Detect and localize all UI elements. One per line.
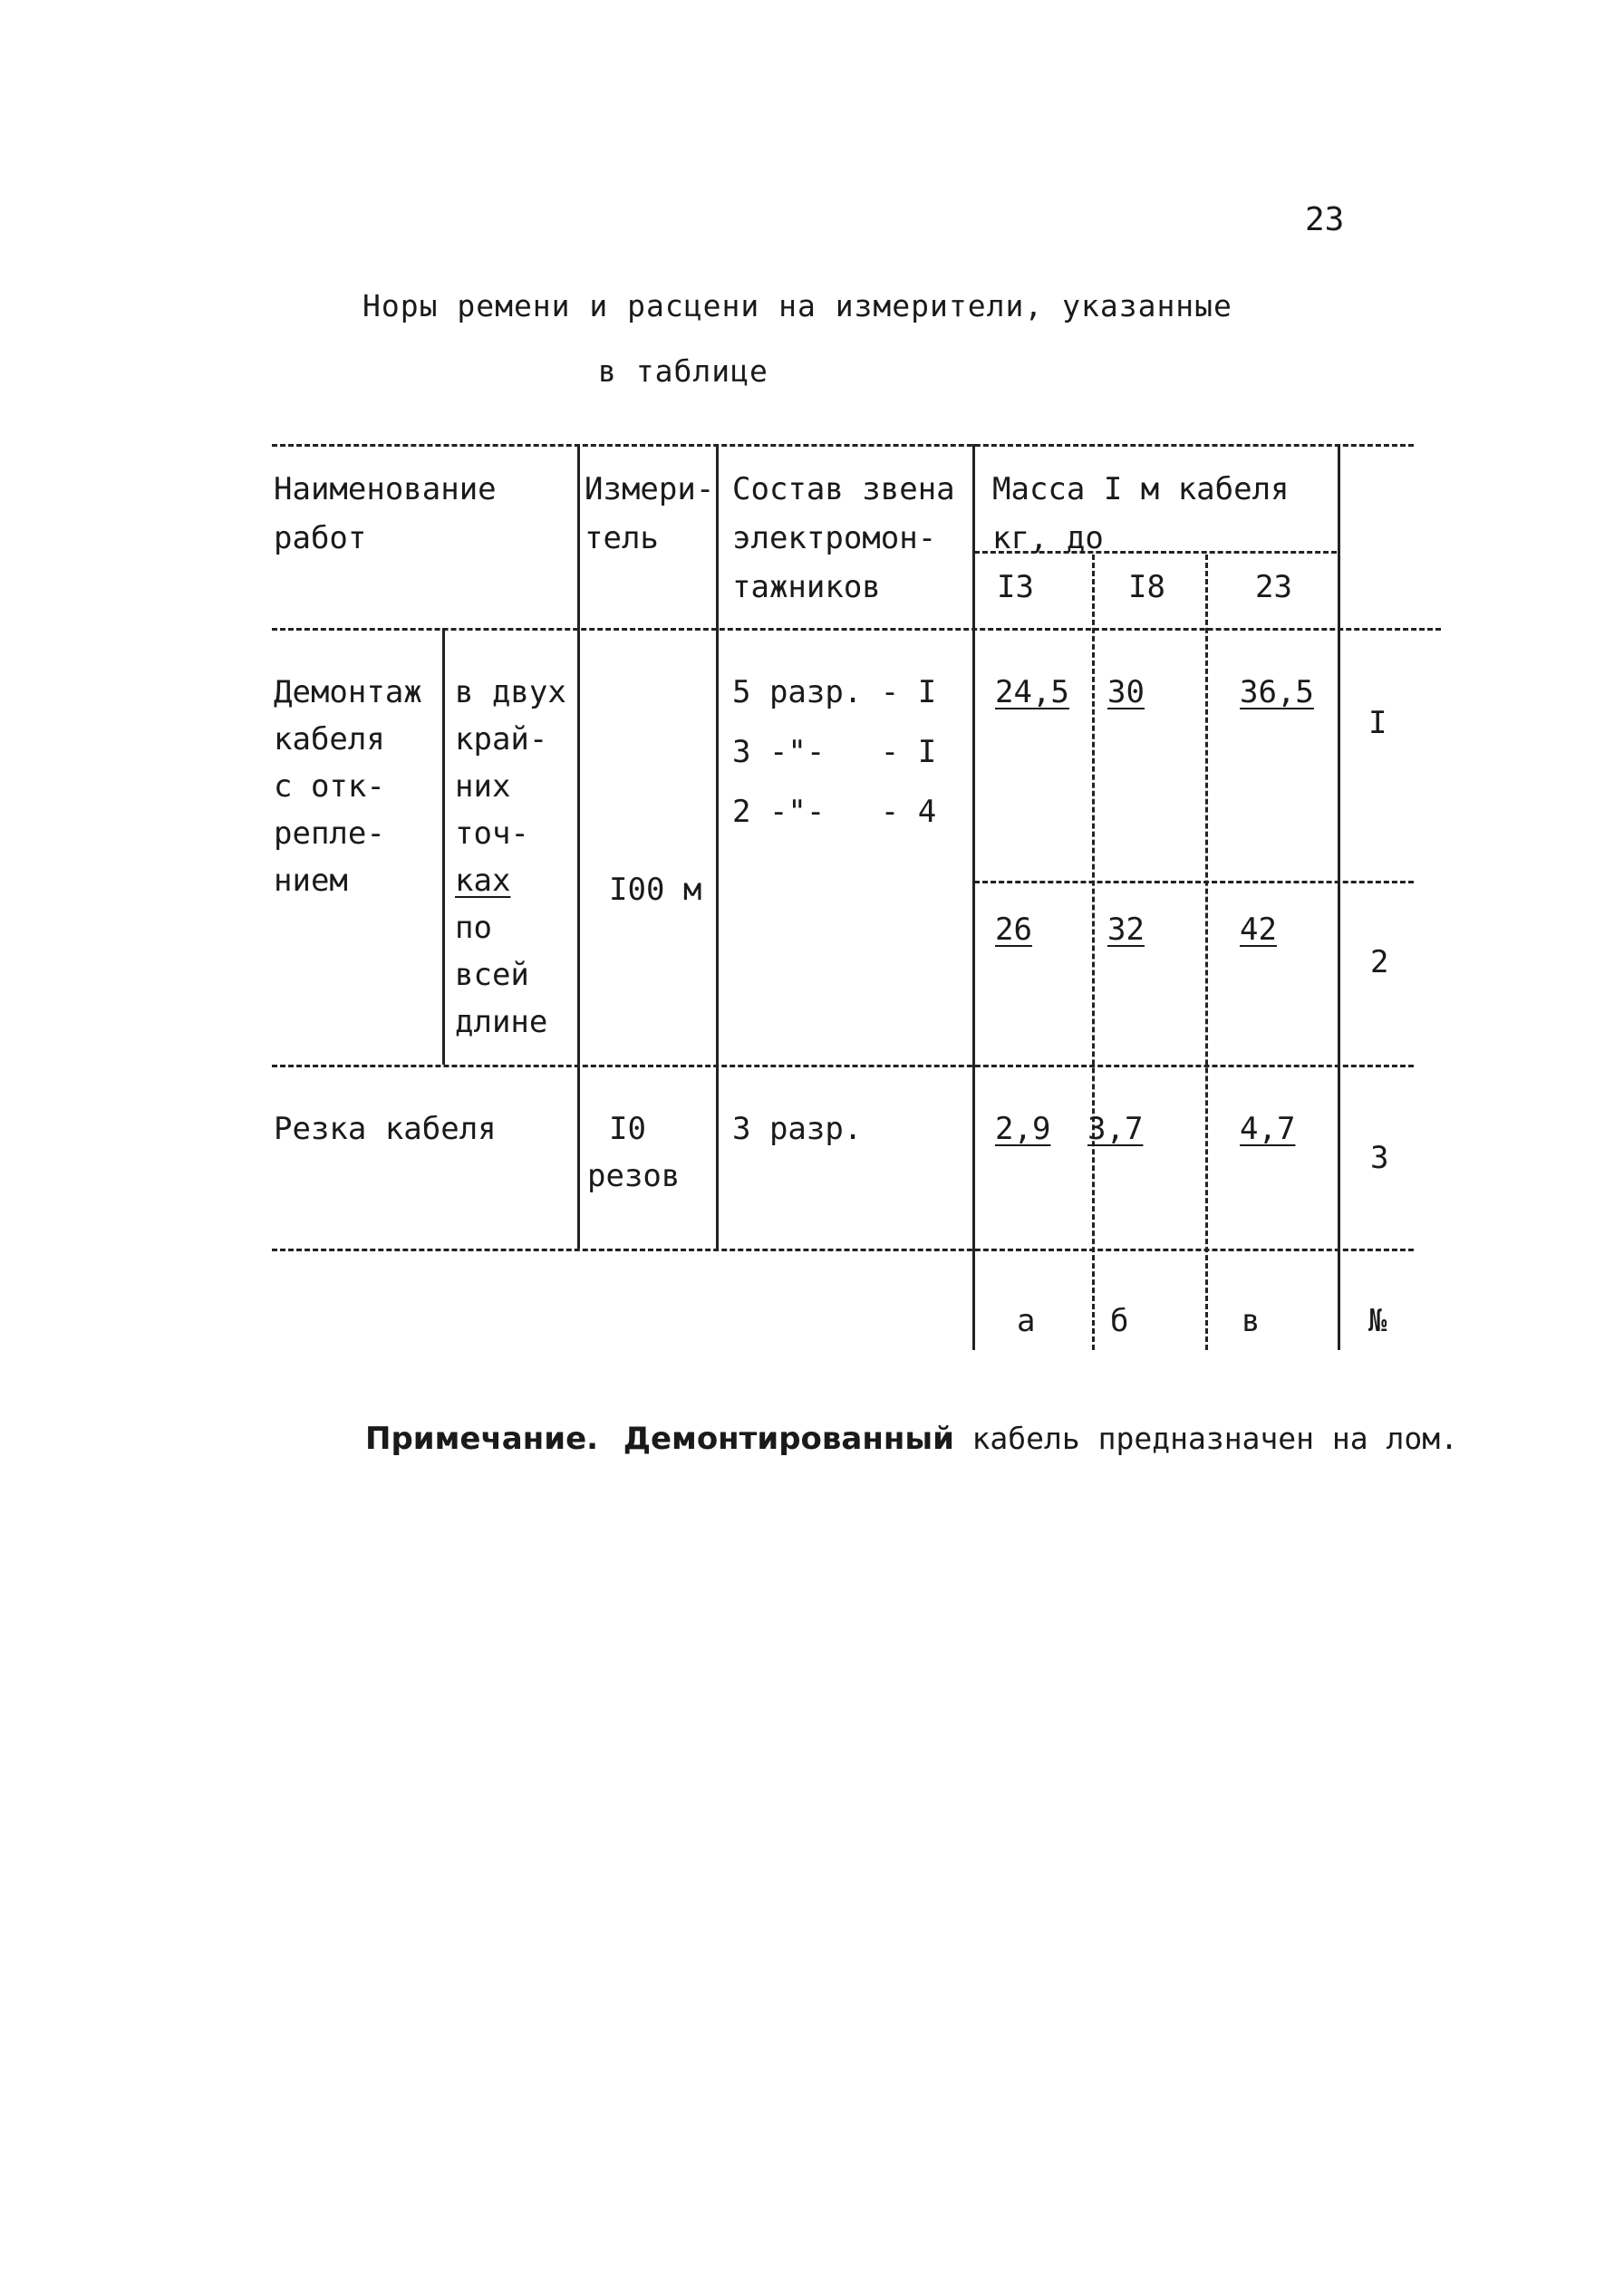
row1-variant1-line-3: них [455, 768, 511, 805]
row1-variant1-line-5: ках [455, 863, 511, 899]
col-divider-mass-23 [1205, 555, 1208, 1350]
note-bold-word: Демонтированный [623, 1421, 954, 1457]
row2-name: Резка кабеля [274, 1111, 497, 1147]
page-number: 23 [1305, 201, 1345, 238]
footer-letter-a: а [1017, 1303, 1036, 1339]
header-work-name-2: работ [274, 520, 367, 556]
header-work-name-1: Наименование [274, 471, 497, 507]
row2-row-number: 3 [1370, 1140, 1389, 1176]
row1-variant2-value-23: 42 [1240, 912, 1277, 948]
row2-unit-line-2: резов [587, 1158, 681, 1194]
row1-unit: I00 м [609, 872, 702, 908]
row1-name-line-1: Демонтаж [274, 674, 422, 710]
note-text: кабель предназначен на лом. [971, 1421, 1458, 1456]
footer-letter-b: б [1110, 1303, 1129, 1339]
variant-divider-rule [974, 881, 1414, 883]
header-mass-col-23: 23 [1255, 569, 1292, 605]
header-crew-2: электромон- [732, 520, 937, 556]
row1-variant1-value-23: 36,5 [1240, 674, 1314, 710]
row1-crew-line-2: 3 -"- - I [732, 734, 937, 770]
row2-value-13: 2,9 [995, 1111, 1051, 1147]
row1-variant1-row-number: I [1368, 705, 1387, 741]
table-title-line-1: Норы ремени и расцени на измерители, указанные [362, 288, 1232, 323]
row1-name-line-5: нием [274, 863, 348, 899]
row1-name-line-4: репле- [274, 815, 385, 852]
row2-unit-line-1: I0 [609, 1111, 646, 1147]
col-divider-mass-18 [1092, 555, 1095, 1350]
header-mass-col-13: I3 [997, 569, 1034, 605]
col-divider-unit [577, 444, 580, 1249]
footer-letter-v: в [1242, 1303, 1261, 1339]
header-unit-2: тель [585, 520, 659, 556]
header-crew-1: Состав звена [732, 471, 955, 507]
col-divider-variant [442, 628, 445, 1065]
row1-variant2-line-1: по [455, 910, 492, 946]
row1-variant1-value-13: 24,5 [995, 674, 1069, 710]
row1-name-line-2: кабеля [274, 721, 385, 757]
row1-variant1-line-2: край- [455, 721, 548, 757]
row1-crew-line-1: 5 разр. - I [732, 674, 937, 710]
footer-letter-number: № [1368, 1303, 1387, 1339]
row1-variant2-line-2: всей [455, 957, 529, 993]
col-divider-mass [972, 444, 975, 1350]
table-bottom-rule [272, 1249, 1414, 1251]
row1-variant2-value-13: 26 [995, 912, 1032, 948]
col-divider-crew [716, 444, 719, 1249]
note-label: Примечание. [365, 1421, 599, 1457]
header-unit-1: Измери- [585, 471, 715, 507]
note [365, 1421, 1458, 1457]
col-divider-rownum [1338, 444, 1340, 1350]
row-divider-rule [272, 1065, 1414, 1067]
row1-crew-line-3: 2 -"- - 4 [732, 794, 937, 830]
header-mass-col-18: I8 [1128, 569, 1165, 605]
row2-crew: 3 разр. [732, 1111, 863, 1147]
table-top-border [272, 444, 1414, 447]
row2-value-18: 3,7 [1087, 1111, 1144, 1147]
row1-variant2-row-number: 2 [1370, 944, 1389, 980]
header-mass-1: Масса I м кабеля [992, 471, 1290, 507]
header-crew-3: тажников [732, 569, 881, 605]
header-bottom-rule [272, 628, 1441, 631]
row2-value-23: 4,7 [1240, 1111, 1296, 1147]
header-mass-2: кг, до [992, 520, 1104, 556]
row1-variant2-line-3: длине [455, 1004, 548, 1040]
row1-variant1-line-4: точ- [455, 815, 529, 852]
row1-name-line-3: с отк- [274, 768, 385, 805]
table-title-line-2: в таблице [598, 353, 768, 389]
row1-variant1-value-18: 30 [1107, 674, 1145, 710]
row1-variant1-line-1: в двух [455, 674, 566, 710]
row1-variant2-value-18: 32 [1107, 912, 1145, 948]
